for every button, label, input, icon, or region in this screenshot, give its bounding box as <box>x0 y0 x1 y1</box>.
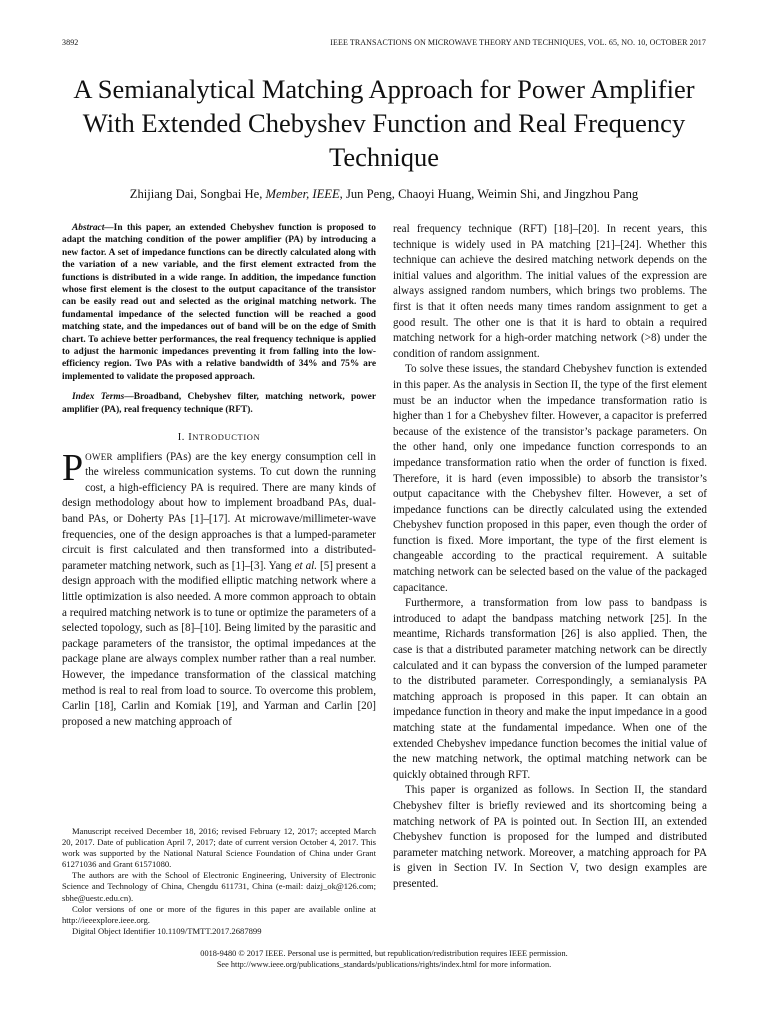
footnote-manuscript: Manuscript received December 18, 2016; revised February 12, 2017; accepted March 20, 2017. Date of publication April 7, 2017; date of current version October 4, 2017. This work was supported by the National Natural Science Foundation of China under Grant 61271036 and Grant 61571080. <box>62 826 376 870</box>
drop-cap: P <box>62 446 84 489</box>
copyright-line-2: See http://www.ieee.org/publications_standards/publications/rights/index.html for more information. <box>216 960 552 969</box>
intro-smallcaps: OWER <box>85 451 113 462</box>
journal-name: IEEE TRANSACTIONS ON MICROWAVE THEORY AND TECHNIQUES, VOL. 65, NO. 10, OCTOBER 2017 <box>330 38 706 47</box>
index-terms-label: Index Terms— <box>72 392 134 403</box>
right-column <box>393 222 707 893</box>
right-paragraph-2: To solve these issues, the standard Chebyshev function is extended in this paper. As the analysis in Section II, the type of the first element must be an inductor when the impedance transformation ratio is higher than 1 for a Chebyshev filter. However, a capacitor is preferred because of the existence of the transistor’s package parameters. On the other hand, only one impedance function corresponds to an impedance transformation ratio when the order of function is fixed. Therefore, it is hard (even impossible) to absorb the transistor’s output capacitance with the Chebyshev filter. However, a set of impedance functions can be directly calculated using the extended Chebyshev function proposed in this paper, even though the order of function is fixed. More important, the type of the first element is changeable according to the practical requirement. A suitable matching network can be selected based on the value of the packaged capacitance. <box>393 363 707 594</box>
running-header <box>62 38 706 50</box>
authors-rest: , Jun Peng, Chaoyi Huang, Weimin Shi, and Jingzhou Pang <box>339 187 639 201</box>
footnote-affiliation: The authors are with the School of Electronic Engineering, University of Electronic Science and Technology of China, Chengdu 611731, China (e-mail: daizj_ok@126.com; sbhe@uestc.edu.cn). <box>62 870 376 903</box>
footnote-color: Color versions of one or more of the figures in this paper are available online at http://ieeexplore.ieee.org. <box>62 903 376 925</box>
footnote-doi: Digital Object Identifier 10.1109/TMTT.2017.2687899 <box>72 925 262 936</box>
intro-etal: et al. <box>294 559 318 572</box>
footnotes <box>62 826 376 937</box>
paper-title: A Semianalytical Matching Approach for Power Amplifier With Extended Chebyshev Function and Real Frequency Technique <box>73 74 695 172</box>
authors-first: Zhijiang Dai, Songbai He, <box>129 187 266 201</box>
left-column <box>62 222 376 730</box>
index-terms <box>62 391 376 416</box>
abstract <box>62 222 376 383</box>
right-paragraph-4: This paper is organized as follows. In Section II, the standard Chebyshev filter is briefly reviewed and its shortcoming being a matching network of PA is pointed out. In Section III, an extended Chebyshev function is proposed for the lumped and distributed parameter matching network. Moreover, a matching approach for PA is given in Section IV. In Section V, two design examples are presented. <box>393 784 707 890</box>
intro-paragraph <box>62 446 376 731</box>
intro-text-1: amplifiers (PAs) are the key energy consumption cell in the wireless communication systems. To cut down the running cost, a high-efficiency PA is required. There are many kinds of design methodology about how to implement broadband PAs, dual-band PAs, or Doherty PAs [1]–[17]. At microwave/millimeter-wave frequencies, one of the design approaches is that a lumped-parameter circuit is first calculated and then transformed into a distributed-parameter matching network, such as [1]–[3]. Yang <box>62 450 376 572</box>
author-list <box>62 186 706 202</box>
right-paragraph-1: real frequency technique (RFT) [18]–[20]. In recent years, this technique is widely used in PA matching [21]–[24]. Whether this technique can achieve the desired matching network depends on the initial values and algorithm. The initial values of the expression are always assigned random numbers, which brings two problems. The first is that it often needs many times random assignment to get a good result. The other one is that it is hard to obtain a required matching network for a high-order matching network (>8) under the condition of random assignment. <box>393 223 707 360</box>
abstract-text: In this paper, an extended Chebyshev function is proposed to adapt the matching condition of the power amplifier (PA) by introducing a new factor. A set of impedance functions can be directly calculated along with the variation of a new variable, and the first element extracted from the functions is distributed in a wide range. In addition, the impedance function whose first element is the closest to the output capacitance of the transistor can be easily read out and selected as the original matching network. The fundamental impedance of the selected function will be reached a good matching state, and the impedances out of band will be on the edge of Smith chart. To achieve better performances, the real frequency technique is applied to adjust the harmonic impedances preventing it from falling into the low-efficiency region. Two PAs with a relative bandwidth of 34% and 75% are implemented to validate the proposed approach. <box>62 223 376 382</box>
intro-text-2: [5] present a design approach with the modified elliptic matching network where a little optimization is also needed. A more common approach to obtain a required matching network is to tune or optimize the parameters of a selected topology, such as [8]–[10]. Being limited by the parasitic and package parameters of the transistor, the optimal impedances at the package plane are always complex number rather than a real number. However, the impedance transformation of the classical matching method is real to real from load to source. To overcome this problem, Carlin [18], Carlin and Komiak [19], and Yarman and Carlin [20] proposed a new matching approach of <box>62 559 376 728</box>
page-number: 3892 <box>62 38 79 47</box>
index-terms-text: Broadband, Chebyshev filter, matching network, power amplifier (PA), real frequency technique (RFT). <box>62 392 376 415</box>
author-role: Member, IEEE <box>265 187 340 201</box>
section-heading-introduction: I. INTRODUCTION <box>177 432 261 444</box>
copyright-notice <box>62 948 706 970</box>
right-paragraph-3: Furthermore, a transformation from low pass to bandpass is introduced to adapt the bandpass matching network [25]. In the meantime, Richards transformation [26] is also applied. Then, the case is that a distributed parameter matching network can be directly calculated and it can bypass the conversion of the lumped parameter to the distributed parameter. Correspondingly, a semianalysis PA matching approach is proposed in this paper. It can obtain an impedance function in theory and make the input impedance in a good matching state at the fundamental impedance. When one of the extended Chebyshev impedance function becomes the initial value of the new matching network, the optimal matching network can be quickly obtained through RFT. <box>393 597 708 781</box>
abstract-label: Abstract— <box>72 223 114 233</box>
copyright-line-1: 0018-9480 © 2017 IEEE. Personal use is permitted, but republication/redistribution requires IEEE permission. <box>200 949 568 958</box>
